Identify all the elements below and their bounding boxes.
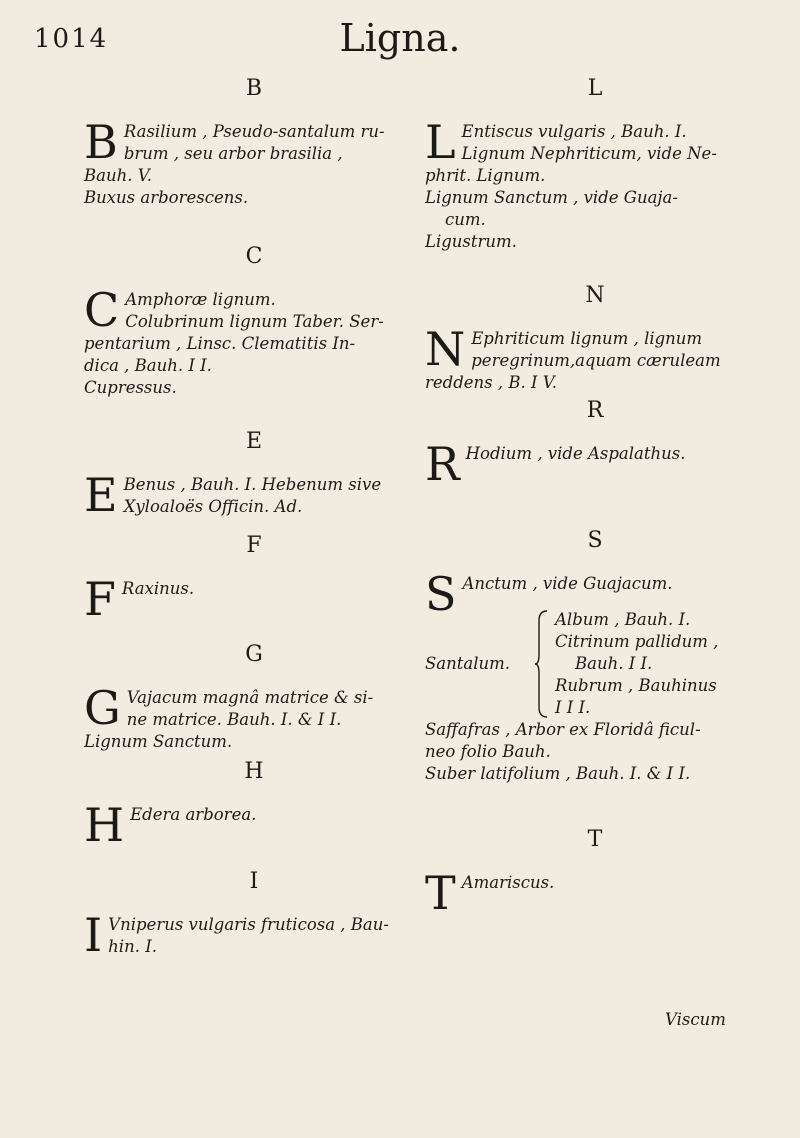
entry-line: Ephriticum lignum , lignum: [471, 329, 703, 348]
section-s: [425, 527, 765, 785]
drop-cap: N: [425, 322, 466, 376]
brace-icon: [535, 609, 549, 719]
section-l: [425, 75, 765, 253]
entry: [84, 283, 424, 399]
section-letter: G: [245, 642, 263, 667]
drop-cap: L: [425, 115, 456, 169]
entry-line: pentarium , Linsc. Clematitis In-: [84, 334, 356, 353]
entry-line: Buxus arborescens.: [84, 188, 249, 207]
entry-line: Colubrinum lignum Taber. Ser-: [125, 312, 384, 331]
section-b: [84, 75, 424, 209]
entry-line: brum , seu arbor brasilia ,: [123, 144, 343, 163]
drop-cap: H: [84, 798, 125, 852]
santalum-group: [425, 609, 765, 719]
entry-line: Raxinus.: [121, 579, 195, 598]
drop-cap: I: [84, 908, 103, 962]
entry: [84, 115, 424, 209]
section-letter: S: [587, 528, 603, 553]
section-letter: F: [246, 533, 262, 558]
drop-cap: R: [425, 437, 460, 491]
section-t: [425, 826, 765, 920]
entry-line: Bauh. V.: [84, 166, 152, 185]
entry-line: Anctum , vide Guajacum.: [462, 574, 673, 593]
section-r: [425, 397, 765, 491]
santalum-item: Bauh. I I.: [575, 654, 653, 673]
entry-line: phrit. Lignum.: [425, 166, 546, 185]
catchword: Viscum: [665, 1010, 726, 1029]
entry-line: Cupressus.: [84, 378, 177, 397]
section-c: [84, 243, 424, 399]
entry-line: Ligustrum.: [425, 232, 517, 251]
entry-line: Lignum Sanctum.: [84, 732, 233, 751]
entry: [84, 681, 424, 753]
drop-cap: G: [84, 681, 121, 735]
entry-line: Amphoræ lignum.: [125, 290, 276, 309]
section-letter: C: [245, 244, 263, 269]
entry-line: Saffafras , Arbor ex Floridâ ficul-: [425, 720, 701, 739]
section-letter: B: [245, 76, 263, 101]
entry-line: Edera arborea.: [130, 805, 257, 824]
santalum-item: I I I.: [555, 698, 591, 717]
page-number: 1014: [34, 24, 109, 54]
entry: [84, 572, 424, 626]
entry: [84, 798, 424, 852]
entry-line: Hodium , vide Aspalathus.: [465, 444, 686, 463]
section-letter: H: [244, 759, 264, 784]
entry: [84, 468, 424, 522]
santalum-item: Album , Bauh. I.: [555, 610, 691, 629]
entry-line: hin. I.: [108, 937, 157, 956]
entry: [425, 866, 765, 920]
entry-line: Amariscus.: [461, 873, 555, 892]
entry: [425, 322, 765, 394]
entry-line: neo folio Bauh.: [425, 742, 551, 761]
entry-line: Suber latifolium , Bauh. I. & I I.: [425, 764, 691, 783]
entry-line: dica , Bauh. I I.: [84, 356, 212, 375]
section-letter: T: [587, 827, 603, 852]
entry-line: reddens , B. I V.: [425, 373, 558, 392]
section-e: [84, 428, 424, 522]
entry: [425, 719, 765, 785]
drop-cap: T: [425, 866, 456, 920]
santalum-label: Santalum.: [425, 654, 511, 673]
entry-line: Entiscus vulgaris , Bauh. I.: [461, 122, 687, 141]
running-head: Ligna.: [339, 16, 461, 60]
section-letter: N: [585, 283, 605, 308]
section-letter: R: [586, 398, 604, 423]
section-letter: E: [245, 429, 263, 454]
entry-line: peregrinum,aquam cæruleam: [471, 351, 721, 370]
santalum-item: Citrinum pallidum ,: [555, 632, 719, 651]
drop-cap: F: [84, 572, 116, 626]
entry: [84, 908, 424, 962]
section-letter: I: [249, 869, 259, 894]
drop-cap: E: [84, 468, 118, 522]
entry-line: Lignum Sanctum , vide Guaja-: [425, 188, 678, 207]
section-i: [84, 868, 424, 962]
section-n: [425, 282, 765, 394]
entry: [425, 115, 765, 253]
entry-line: Vniperus vulgaris fruticosa , Bau-: [108, 915, 389, 934]
entry-line: Vajacum magnâ matrice & si-: [126, 688, 374, 707]
entry-line: Benus , Bauh. I. Hebenum sive: [123, 475, 382, 494]
section-h: [84, 758, 424, 852]
drop-cap: B: [84, 115, 118, 169]
entry-line: Rasilium , Pseudo-santalum ru-: [123, 122, 385, 141]
entry-line: ne matrice. Bauh. I. & I I.: [126, 710, 342, 729]
section-f: [84, 532, 424, 626]
drop-cap: S: [425, 567, 457, 621]
entry-line: cum.: [445, 210, 486, 229]
drop-cap: C: [84, 283, 120, 337]
entry-line: Lignum Nephriticum, vide Ne-: [461, 144, 717, 163]
santalum-item: Rubrum , Bauhinus: [555, 676, 717, 695]
section-letter: L: [587, 76, 603, 101]
entry-line: Xyloaloës Officin. Ad.: [123, 497, 303, 516]
entry: [425, 437, 765, 491]
section-g: [84, 641, 424, 753]
